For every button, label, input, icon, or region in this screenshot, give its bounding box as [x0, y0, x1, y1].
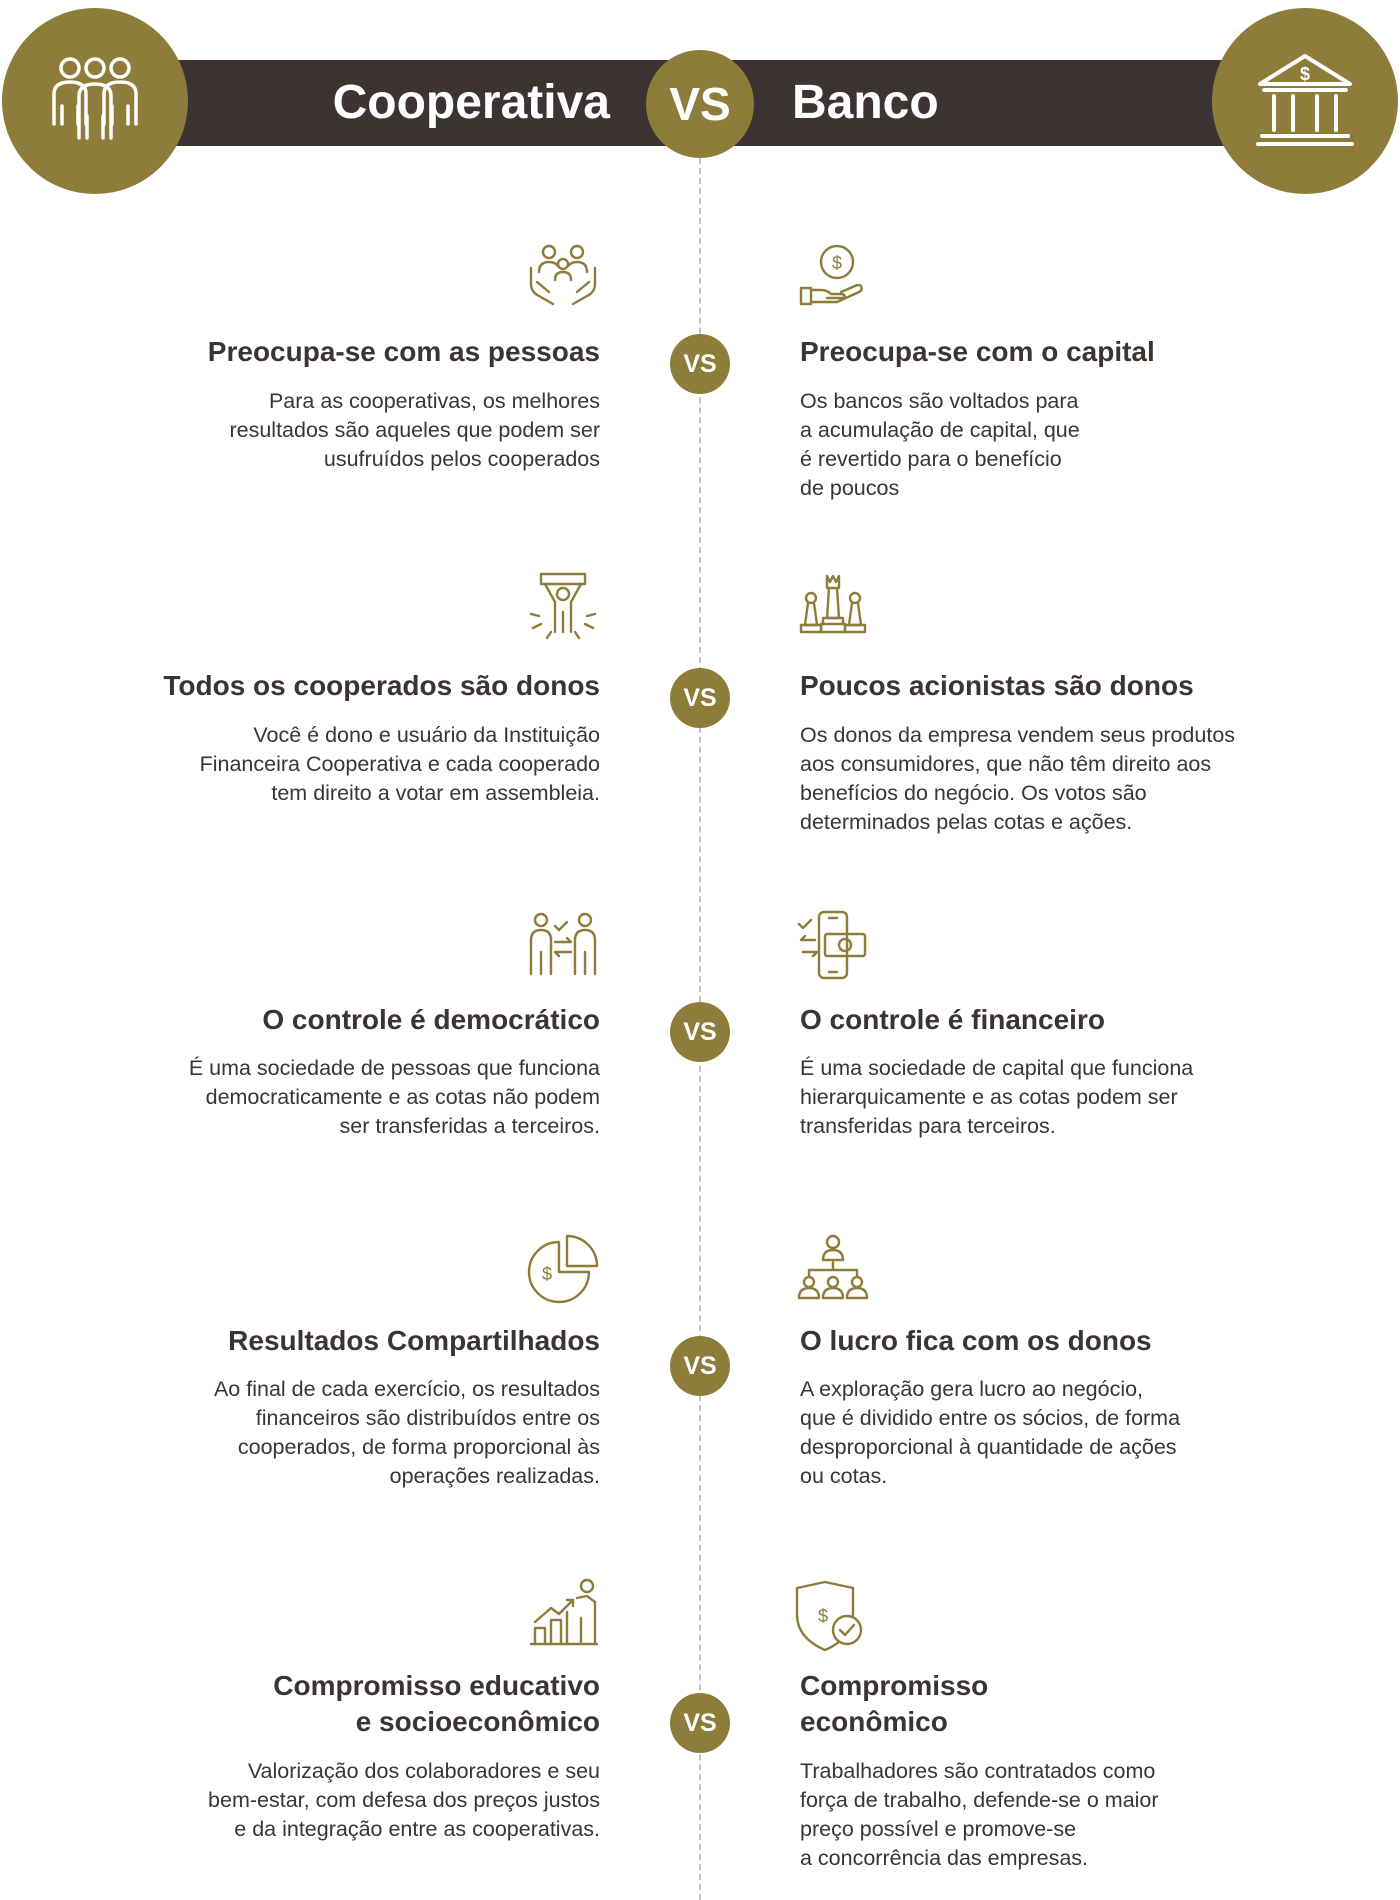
row4-left-text: Ao final de cada exercício, os resultados financeiros são distribuídos entre os cooperados, de forma proporcional às operações realizadas. — [213, 1377, 600, 1488]
vs-badge-row4: VS — [670, 1336, 730, 1396]
row4-right-title: O lucro fica com os donos — [800, 1325, 1152, 1356]
row2-left-title: Todos os cooperados são donos — [163, 670, 600, 701]
bank-dollar-icon — [1250, 46, 1360, 156]
row2-right-title-b: Poucos acionistas são donos — [800, 670, 1194, 701]
row3-right-title: O controle é financeiro — [800, 1004, 1105, 1035]
hierarchy-people-icon — [795, 1232, 871, 1308]
person-holding-banner-icon — [525, 568, 601, 644]
people-group-icon — [40, 46, 150, 156]
banco-badge — [1212, 8, 1398, 194]
row1-left-text: Para as cooperativas, os melhores resultados são aqueles que podem ser usufruídos pelos cooperados — [229, 389, 600, 471]
svg-text:$: $ — [817, 1606, 829, 1626]
person-growth-chart-icon — [525, 1578, 601, 1654]
row5-right-title: Compromisso econômico — [800, 1670, 989, 1737]
row3-right-text: É uma sociedade de capital que funciona hierarquicamente e as cotas podem ser transferidas para terceiros. — [800, 1056, 1194, 1138]
vs-badge-row5: VS — [670, 1693, 730, 1753]
chess-pieces-icon — [795, 568, 871, 644]
row5-right-text: Trabalhadores são contratados como força de trabalho, defende-se o maior preço possível e promove-se a concorrência das empresas. — [800, 1759, 1159, 1870]
row1-right-text: Os bancos são voltados para a acumulação de capital, que é revertido para o benefício de poucos — [800, 389, 1080, 500]
pie-chart-dollar-icon — [525, 1232, 601, 1308]
svg-text:$: $ — [831, 253, 843, 273]
vs-badge-row2: VS — [670, 668, 730, 728]
svg-text:$: $ — [1299, 64, 1311, 84]
row2-right-title: Preocupa-se com o capital — [800, 336, 1155, 367]
row3-left-title: O controle é democrático — [262, 1004, 600, 1035]
row4-left-title: Resultados Compartilhados — [228, 1325, 600, 1356]
cooperativa-title: Cooperativa — [332, 76, 610, 129]
vs-badge-header: VS — [646, 50, 754, 158]
cooperativa-badge — [2, 8, 188, 194]
row4-right-text: A exploração gera lucro ao negócio, que é dividido entre os sócios, de forma desproporcional à quantidade de ações ou cotas. — [800, 1377, 1181, 1488]
vs-badge-row3: VS — [670, 1002, 730, 1062]
row1-left-title: Preocupa-se com as pessoas — [207, 336, 600, 367]
people-in-hands-icon — [525, 238, 601, 314]
mobile-money-transfer-icon — [795, 908, 871, 984]
shield-dollar-check-icon — [795, 1578, 871, 1654]
hand-coin-icon — [795, 238, 871, 314]
row2-left-text: Você é dono e usuário da Instituição Financeira Cooperativa e cada cooperado tem direito a votar em assembleia. — [199, 723, 600, 805]
vs-badge-row1: VS — [670, 334, 730, 394]
row2-right-text: Os donos da empresa vendem seus produtos aos consumidores, que não têm direito aos benefícios do negócio. Os votos são determinados pelas cotas e ações. — [800, 723, 1236, 834]
people-exchange-icon — [525, 908, 601, 984]
row5-left-title: Compromisso educativo e socioeconômico — [273, 1670, 600, 1737]
banco-title: Banco — [792, 76, 939, 129]
row5-left-text: Valorização dos colaboradores e seu bem-estar, com defesa dos preços justos e da integração entre as cooperativas. — [208, 1759, 600, 1841]
svg-text:$: $ — [541, 1264, 553, 1284]
row3-left-text: É uma sociedade de pessoas que funciona democraticamente e as cotas não podem ser transferidas a terceiros. — [188, 1056, 600, 1138]
